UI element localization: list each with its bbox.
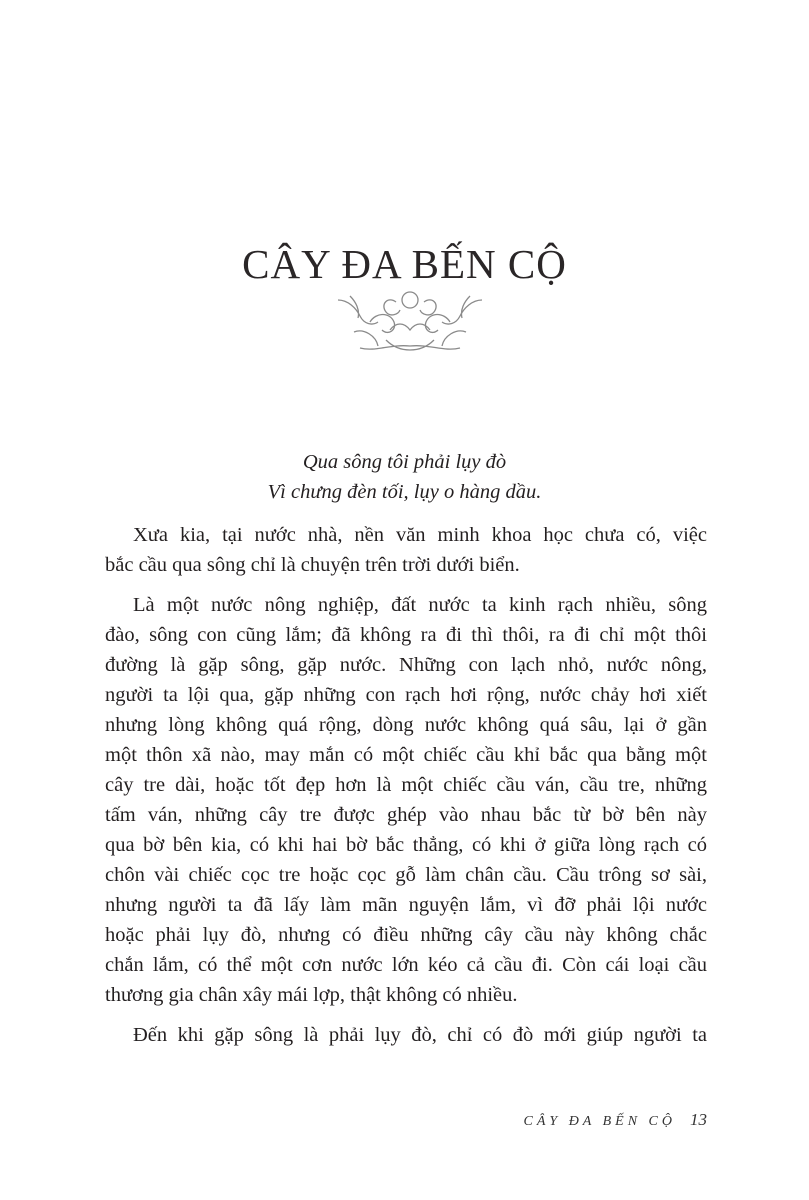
body-text <box>105 520 707 1050</box>
running-title: CÂY ĐA BẾN CỘ <box>523 1114 676 1129</box>
text-line: một thôn xã nào, may mắn có một chiếc cầu khỉ bắc qua bằng một <box>105 744 707 766</box>
text-line: nhưng người ta đã lấy làm mãn nguyện lắm, vì đỡ phải lội nước <box>105 894 707 916</box>
text-line: cây tre dài, hoặc tốt đẹp hơn là một chiếc cầu ván, cầu tre, những <box>105 774 707 796</box>
text-line: Xưa kia, tại nước nhà, nền văn minh khoa học chưa có, việc <box>133 524 707 546</box>
paragraph <box>105 590 707 1010</box>
text-line: bắc cầu qua sông chỉ là chuyện trên trời dưới biển. <box>105 554 520 576</box>
running-footer <box>524 1110 707 1130</box>
text-line: Là một nước nông nghiệp, đất nước ta kinh rạch nhiều, sông <box>133 594 707 616</box>
epigraph <box>0 447 809 507</box>
epigraph-line: Vì chưng đèn tối, lụy o hàng dầu. <box>267 481 542 503</box>
page-number: 13 <box>690 1110 707 1129</box>
text-line: chôn vài chiếc cọc tre hoặc cọc gỗ làm chân cầu. Cầu trông sơ sài, <box>105 864 707 886</box>
text-line: nhưng lòng không quá rộng, dòng nước không quá sâu, lại ở gần <box>105 714 707 736</box>
text-line: thương gia chân xây mái lợp, thật không có nhiều. <box>105 984 518 1006</box>
paragraph <box>105 520 707 580</box>
text-line: tấm ván, những cây tre được ghép vào nhau bắc từ bờ bên này <box>105 804 707 826</box>
text-line: đào, sông con cũng lắm; đã không ra đi thì thôi, ra đi chỉ một thôi <box>105 624 707 646</box>
decorative-ornament-icon <box>330 286 490 358</box>
text-line: hoặc phải lụy đò, nhưng có điều những cây cầu này không chắc <box>105 924 707 946</box>
text-line: đường là gặp sông, gặp nước. Những con lạch nhỏ, nước nông, <box>105 654 707 676</box>
epigraph-line: Qua sông tôi phải lụy đò <box>302 451 507 473</box>
paragraph <box>105 1020 707 1050</box>
text-line: chắn lắm, có thể một cơn nước lớn kéo cả cầu đi. Còn cái loại cầu <box>105 954 707 976</box>
text-line: Đến khi gặp sông là phải lụy đò, chỉ có đò mới giúp người ta <box>133 1024 707 1046</box>
chapter-title: CÂY ĐA BẾN CỘ <box>242 241 567 287</box>
text-line: qua bờ bên kia, có khi hai bờ bắc thẳng, có khi ở giữa lòng rạch có <box>105 834 707 856</box>
text-line: người ta lội qua, gặp những con rạch hơi rộng, nước chảy hơi xiết <box>105 684 707 706</box>
